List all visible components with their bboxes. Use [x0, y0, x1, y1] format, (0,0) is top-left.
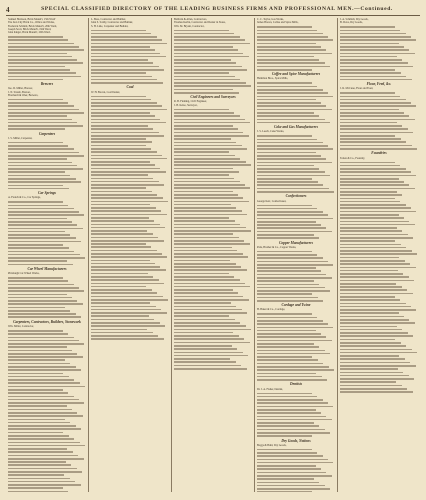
directory-entry: Park, Brother & Co., Copper Works,	[257, 245, 297, 249]
section-heading: Dentists	[290, 382, 302, 387]
text-lines	[8, 330, 86, 387]
column-1	[6, 18, 89, 492]
section-heading: Carpenters, Contractors, Builders, Stonework	[13, 319, 81, 324]
text-lines	[8, 99, 86, 130]
text-lines	[8, 277, 86, 318]
directory-entry: Thomas Kerlin, Contractor and Dealer in Stone,	[174, 21, 226, 25]
directory-entry: Frederick Schmitt, Brick Manuf'r, 20th Ward,	[8, 24, 57, 28]
section-heading: Brewers	[40, 82, 54, 87]
text-lines	[340, 198, 418, 393]
directory-entry: J. B. Kelso, Surveyor,	[174, 103, 198, 107]
text-lines	[340, 162, 418, 196]
directory-entry: C. C. Taylor, Gas Works,	[257, 18, 284, 21]
text-lines	[257, 135, 335, 192]
section-heading: Coal	[126, 85, 134, 90]
directory-entry: R. B. Fleming, Civil Engineer,	[174, 100, 207, 104]
text-lines	[340, 92, 418, 149]
directory-entry: H. Baker & Co., Cordage,	[257, 308, 286, 312]
directory-entry: J. N. Straub, Brewer,	[8, 90, 31, 94]
directory-entry: Wm. Miller, Contractor,	[8, 324, 34, 328]
section-heading: Civil Engineers and Surveyors	[190, 95, 236, 100]
section-heading: Flour, Feed, &c.	[366, 82, 392, 87]
text-lines	[257, 393, 335, 437]
section-heading: Car Wheel Manufacturers	[27, 266, 67, 271]
section-heading: Coffee and Spice Manufacturers	[271, 72, 321, 77]
page-title: SPECIAL CLASSIFIED DIRECTORY OF THE LEADING BUSINESS FIRMS AND PROFESSIONAL MEN.—Continued.	[41, 6, 393, 12]
directory-entry: S. H. Lisle, Carpenter and Builder,	[91, 24, 129, 28]
column-3	[172, 18, 255, 492]
directory-entry: J. S. Miller, Carpenter,	[8, 136, 33, 140]
text-lines	[257, 82, 335, 123]
text-lines	[8, 389, 86, 492]
directory-entry: The Iron City Brick Co., Office and Works,	[8, 21, 55, 25]
directory-columns	[6, 18, 420, 492]
directory-entry: Hamilton Bros., Spice Mills,	[257, 77, 288, 81]
text-lines	[8, 36, 86, 80]
text-lines	[257, 449, 335, 492]
section-heading: Carpenters	[38, 131, 56, 136]
section-heading: Coke and Gas Manufacturers	[273, 125, 319, 130]
directory-entry: J. A. Schmidt, Dry Goods,	[340, 18, 369, 21]
section-heading: Cordage and Twine	[281, 303, 311, 308]
directory-entry: John Kingst, Brick Manuf'r, 20th Ward.	[8, 31, 51, 35]
directory-entry: J. S. Leech, Coke Works,	[257, 130, 285, 134]
directory-entry: Pittsburgh Car Wheel Works,	[8, 272, 40, 276]
text-lines	[174, 30, 252, 94]
text-lines	[91, 96, 169, 144]
directory-entry: James Brown, Coffee and Spice Mills,	[257, 21, 299, 25]
text-lines	[8, 201, 86, 265]
text-lines	[340, 26, 418, 80]
text-lines	[174, 174, 252, 369]
section-heading: Confectioners	[285, 194, 307, 199]
directory-entry: W. H. Brown, Coal Dealer,	[91, 90, 121, 94]
directory-entry: Wm. M. Bryant, Contractor,	[174, 24, 205, 28]
directory-entry: Totten & Co., Foundry,	[340, 156, 366, 160]
section-heading: Car Springs	[38, 191, 56, 196]
section-heading: Dry Goods, Notions	[281, 438, 311, 443]
text-lines	[91, 30, 169, 84]
directory-entry: George Kerr, Confectioner,	[257, 199, 287, 203]
directory-entry: Jno. D. Miller, Brewer,	[8, 87, 33, 91]
text-lines	[257, 251, 335, 302]
directory-entry: Boggs & Buhl, Dry Goods,	[257, 443, 287, 447]
text-lines	[91, 145, 169, 340]
text-lines	[257, 313, 335, 380]
section-heading: Foundries	[371, 151, 387, 156]
column-4	[255, 18, 338, 492]
column-2	[89, 18, 172, 492]
header-divider	[6, 15, 420, 17]
directory-entry: A. French & Co., Car Springs,	[8, 196, 41, 200]
directory-entry: B. Dove, Dry Goods,	[340, 21, 363, 25]
text-lines	[257, 26, 335, 70]
text-lines	[257, 205, 335, 239]
column-5	[338, 18, 420, 492]
directory-entry: Baldwin & Allen, Contractors,	[174, 18, 207, 21]
directory-entry: John S. Scully, Contractor and Builder,	[91, 21, 133, 25]
page-number: 4	[6, 6, 10, 14]
section-heading: Copper Manufacturers	[278, 240, 314, 245]
directory-entry: Joseph Scott, Brick Manuf'r, 19th Ward,	[8, 27, 52, 31]
text-lines	[8, 142, 86, 190]
directory-entry: Samuel Harrison, Brick Manuf'r, 15th Ward'	[8, 18, 56, 21]
directory-entry: Eberhardt & Ober, Brewers,	[8, 93, 39, 97]
directory-entry: J. R. McCune, Flour and Feed,	[340, 87, 374, 91]
directory-entry: Dr. J. A. Fisher, Dentist,	[257, 387, 283, 391]
text-lines	[174, 109, 252, 173]
directory-entry: L. Boss, Contractor and Builder,	[91, 18, 126, 21]
